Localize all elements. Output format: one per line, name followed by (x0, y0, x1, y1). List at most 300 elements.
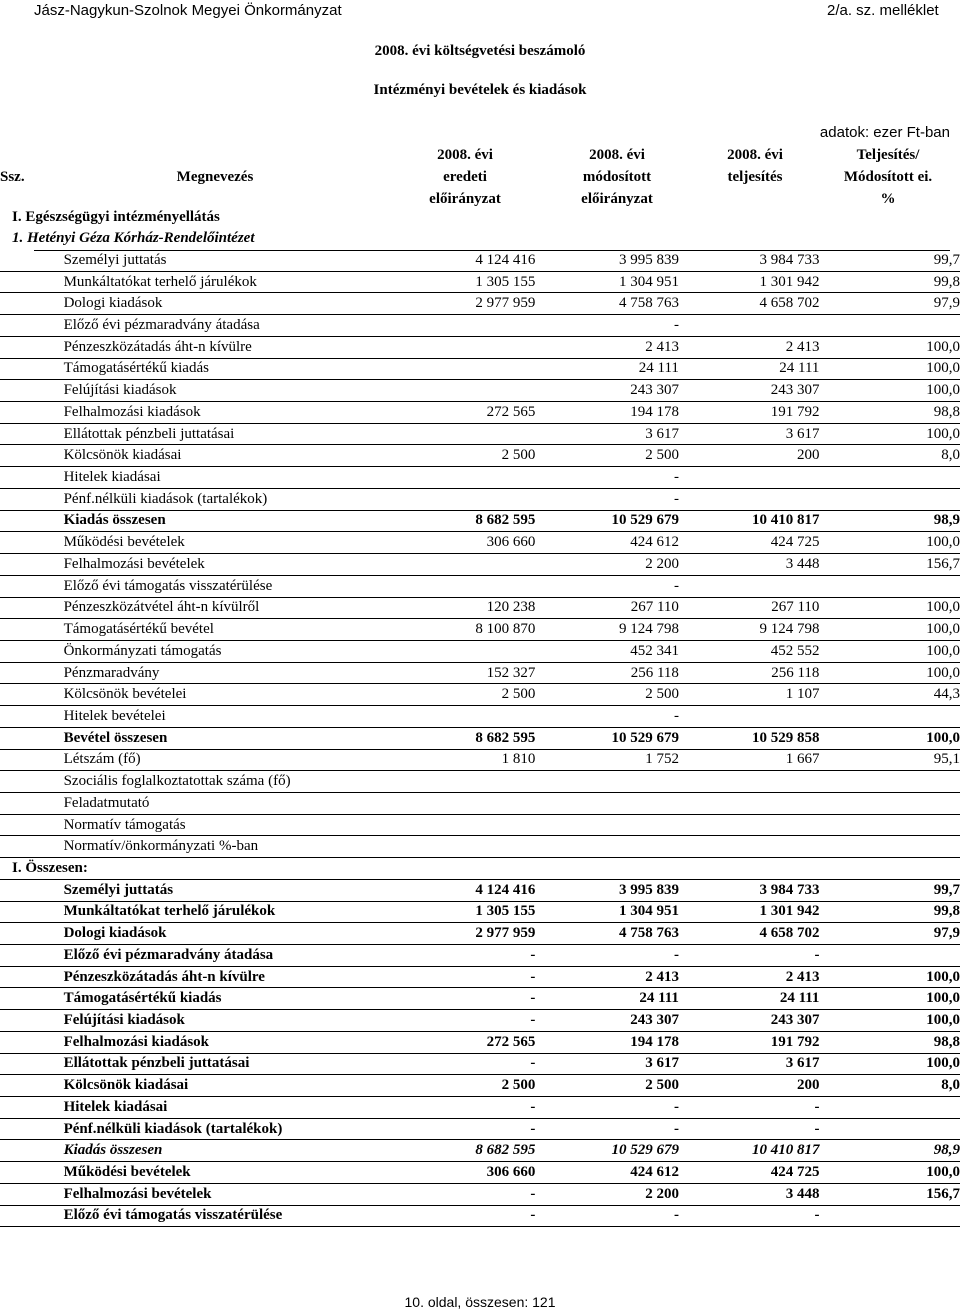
row-indent (0, 423, 64, 445)
row-actual (679, 315, 820, 337)
row-modified: - (535, 945, 679, 967)
row-modified: 1 304 951 (535, 901, 679, 923)
row-indent (0, 1075, 64, 1097)
row-name: Kölcsönök kiadásai (64, 1075, 452, 1097)
row-original: - (451, 1118, 535, 1140)
row-original (451, 315, 535, 337)
row-actual: 4 658 702 (679, 293, 820, 315)
row-indent (0, 1205, 64, 1227)
col-orig-line3: előirányzat (429, 191, 501, 207)
row-actual: 200 (679, 445, 820, 467)
row-name: Önkormányzati támogatás (64, 640, 452, 662)
row-name: Felhalmozási kiadások (64, 402, 452, 424)
row-original: 272 565 (451, 402, 535, 424)
table-row (0, 336, 960, 358)
row-percent: 97,9 (819, 293, 960, 315)
row-percent: 156,7 (819, 1183, 960, 1205)
budget-table (0, 250, 960, 1227)
row-modified (535, 836, 679, 858)
row-actual: 452 552 (679, 640, 820, 662)
table-row (0, 510, 960, 532)
row-percent: 100,0 (819, 662, 960, 684)
row-original: 1 810 (451, 749, 535, 771)
row-indent (0, 445, 64, 467)
row-modified: 243 307 (535, 1010, 679, 1032)
col-mod-line3: előirányzat (581, 191, 653, 207)
row-indent (0, 554, 64, 576)
row-modified: 24 111 (535, 358, 679, 380)
col-mod-line2: módosított (582, 169, 652, 185)
row-actual (679, 706, 820, 728)
row-name: Ellátottak pénzbeli juttatásai (64, 423, 452, 445)
page-header (0, 0, 960, 22)
row-modified: 3 617 (535, 423, 679, 445)
row-actual: 3 617 (679, 423, 820, 445)
institution-heading: 1. Hetényi Géza Kórház-Rendelőintézet (12, 230, 255, 246)
row-original: 2 500 (451, 445, 535, 467)
row-original (451, 336, 535, 358)
row-modified: 9 124 798 (535, 619, 679, 641)
row-actual: 267 110 (679, 597, 820, 619)
county-name: Jász-Nagykun-Szolnok Megyei Önkormányzat (34, 2, 342, 19)
row-modified: 10 529 679 (535, 727, 679, 749)
table-row (0, 923, 960, 945)
row-percent: 100,0 (819, 532, 960, 554)
table-row (0, 293, 960, 315)
row-indent (0, 619, 64, 641)
table-row (0, 988, 960, 1010)
row-name: Pénzeszközátadás áht-n kívülre (64, 966, 452, 988)
table-row (0, 662, 960, 684)
row-indent (0, 402, 64, 424)
row-original: 8 100 870 (451, 619, 535, 641)
row-name: Munkáltatókat terhelő járulékok (64, 271, 452, 293)
row-actual: 10 529 858 (679, 727, 820, 749)
row-modified: 2 500 (535, 1075, 679, 1097)
row-actual (679, 488, 820, 510)
row-actual: 1 107 (679, 684, 820, 706)
row-name: Működési bevételek (64, 1162, 452, 1184)
row-original: 2 500 (451, 684, 535, 706)
row-percent: 8,0 (819, 1075, 960, 1097)
row-modified: 424 612 (535, 1162, 679, 1184)
row-actual: 4 658 702 (679, 923, 820, 945)
row-name: Pénf.nélküli kiadások (tartalékok) (64, 488, 452, 510)
row-indent (0, 467, 64, 489)
row-original: 306 660 (451, 532, 535, 554)
row-actual: 424 725 (679, 532, 820, 554)
col-act-line1: 2008. évi (727, 147, 783, 163)
row-name: Normatív támogatás (64, 814, 452, 836)
col-orig-line1: 2008. évi (437, 147, 493, 163)
row-modified: 194 178 (535, 1031, 679, 1053)
row-modified: 3 995 839 (535, 250, 679, 271)
row-indent (0, 727, 64, 749)
row-indent (0, 706, 64, 728)
row-name: Létszám (fő) (64, 749, 452, 771)
row-percent: 99,7 (819, 879, 960, 901)
row-original: 152 327 (451, 662, 535, 684)
row-percent: 98,8 (819, 1031, 960, 1053)
row-percent (819, 792, 960, 814)
row-percent: 99,8 (819, 901, 960, 923)
row-percent: 8,0 (819, 445, 960, 467)
table-row (0, 423, 960, 445)
table-row (0, 597, 960, 619)
row-name: Szociális foglalkoztatottak száma (fő) (64, 771, 452, 793)
table-row (0, 836, 960, 858)
row-name: Kiadás összesen (64, 510, 452, 532)
row-indent (0, 1010, 64, 1032)
row-percent (819, 945, 960, 967)
row-modified: 452 341 (535, 640, 679, 662)
units-note: adatok: ezer Ft-ban (819, 124, 950, 141)
row-indent (0, 1183, 64, 1205)
table-row (0, 358, 960, 380)
row-actual (679, 792, 820, 814)
row-percent (819, 575, 960, 597)
row-modified: 2 413 (535, 966, 679, 988)
row-original: 8 682 595 (451, 510, 535, 532)
table-row (0, 1097, 960, 1119)
row-original: 4 124 416 (451, 879, 535, 901)
row-modified: 194 178 (535, 402, 679, 424)
row-actual (679, 814, 820, 836)
row-indent (0, 923, 64, 945)
row-actual: 2 413 (679, 336, 820, 358)
row-name: Feladatmutató (64, 792, 452, 814)
row-original (451, 640, 535, 662)
table-row (0, 640, 960, 662)
row-original (451, 554, 535, 576)
row-modified: - (535, 1205, 679, 1227)
row-indent (0, 792, 64, 814)
row-percent: 100,0 (819, 619, 960, 641)
table-row (0, 771, 960, 793)
row-actual (679, 771, 820, 793)
row-percent (819, 706, 960, 728)
row-modified: - (535, 467, 679, 489)
row-indent (0, 836, 64, 858)
row-modified: 2 413 (535, 336, 679, 358)
row-indent (0, 1162, 64, 1184)
row-original: - (451, 1097, 535, 1119)
row-actual: - (679, 1118, 820, 1140)
row-indent (0, 315, 64, 337)
row-indent (0, 879, 64, 901)
row-name: Ellátottak pénzbeli juttatásai (64, 1053, 452, 1075)
row-original (451, 771, 535, 793)
row-percent (819, 1118, 960, 1140)
row-indent (0, 684, 64, 706)
page-footer: 10. oldal, összesen: 121 (404, 1294, 556, 1310)
row-modified (535, 771, 679, 793)
row-percent (819, 836, 960, 858)
table-row (0, 380, 960, 402)
table-row (0, 1075, 960, 1097)
table-row (0, 966, 960, 988)
row-percent: 100,0 (819, 336, 960, 358)
table-row (0, 1053, 960, 1075)
table-row (0, 1010, 960, 1032)
row-original: 2 500 (451, 1075, 535, 1097)
table-row (0, 554, 960, 576)
row-actual: 9 124 798 (679, 619, 820, 641)
table-row (0, 706, 960, 728)
row-name: Felhalmozási bevételek (64, 1183, 452, 1205)
total-section-heading: I. Összesen: (0, 858, 960, 880)
row-percent: 99,8 (819, 271, 960, 293)
row-modified: - (535, 315, 679, 337)
col-orig-line2: eredeti (443, 169, 487, 185)
row-percent: 156,7 (819, 554, 960, 576)
row-name: Hitelek kiadásai (64, 467, 452, 489)
row-indent (0, 380, 64, 402)
row-original: 120 238 (451, 597, 535, 619)
row-percent: 98,9 (819, 510, 960, 532)
row-actual: 3 984 733 (679, 879, 820, 901)
row-name: Személyi juttatás (64, 250, 452, 271)
row-name: Pénzeszközátvétel áht-n kívülről (64, 597, 452, 619)
row-actual: - (679, 1205, 820, 1227)
row-modified: 10 529 679 (535, 1140, 679, 1162)
row-actual: 1 301 942 (679, 901, 820, 923)
row-indent (0, 1118, 64, 1140)
row-modified: 4 758 763 (535, 293, 679, 315)
row-name: Munkáltatókat terhelő járulékok (64, 901, 452, 923)
row-original: - (451, 966, 535, 988)
row-percent: 100,0 (819, 1010, 960, 1032)
row-original (451, 814, 535, 836)
row-original (451, 792, 535, 814)
row-modified: 2 500 (535, 684, 679, 706)
row-actual: 191 792 (679, 1031, 820, 1053)
row-percent: 100,0 (819, 640, 960, 662)
row-original: 2 977 959 (451, 923, 535, 945)
row-original: 272 565 (451, 1031, 535, 1053)
row-original: 306 660 (451, 1162, 535, 1184)
row-modified: 256 118 (535, 662, 679, 684)
table-row (0, 445, 960, 467)
row-percent: 100,0 (819, 966, 960, 988)
row-percent (819, 1205, 960, 1227)
row-name: Felhalmozási bevételek (64, 554, 452, 576)
table-row (0, 315, 960, 337)
row-modified: 267 110 (535, 597, 679, 619)
row-percent: 100,0 (819, 727, 960, 749)
table-row (0, 532, 960, 554)
row-name: Pénzmaradvány (64, 662, 452, 684)
row-actual: 3 617 (679, 1053, 820, 1075)
row-actual: 424 725 (679, 1162, 820, 1184)
row-actual: 1 301 942 (679, 271, 820, 293)
row-indent (0, 749, 64, 771)
row-indent (0, 532, 64, 554)
row-percent: 100,0 (819, 988, 960, 1010)
row-name: Támogatásértékű kiadás (64, 988, 452, 1010)
row-original (451, 380, 535, 402)
col-act-line2: teljesítés (727, 169, 783, 185)
table-row (0, 488, 960, 510)
col-ssz: Ssz. (0, 169, 25, 185)
row-actual: 256 118 (679, 662, 820, 684)
row-name: Személyi juttatás (64, 879, 452, 901)
row-actual: 191 792 (679, 402, 820, 424)
table-row (0, 814, 960, 836)
row-percent: 98,8 (819, 402, 960, 424)
row-modified (535, 814, 679, 836)
row-percent (819, 814, 960, 836)
table-row (0, 684, 960, 706)
row-original (451, 575, 535, 597)
table-row (0, 467, 960, 489)
row-original: - (451, 1053, 535, 1075)
row-modified: 2 500 (535, 445, 679, 467)
row-name: Felhalmozási kiadások (64, 1031, 452, 1053)
row-modified: 24 111 (535, 988, 679, 1010)
row-percent: 44,3 (819, 684, 960, 706)
row-actual (679, 836, 820, 858)
row-actual: 2 413 (679, 966, 820, 988)
table-row (0, 575, 960, 597)
row-modified: 1 752 (535, 749, 679, 771)
row-indent (0, 901, 64, 923)
row-percent: 97,9 (819, 923, 960, 945)
table-row (0, 1162, 960, 1184)
table-row (0, 901, 960, 923)
row-indent (0, 597, 64, 619)
row-modified: 2 200 (535, 554, 679, 576)
row-name: Támogatásértékű kiadás (64, 358, 452, 380)
table-row (0, 1205, 960, 1227)
col-name: Megnevezés (176, 169, 254, 185)
row-percent: 95,1 (819, 749, 960, 771)
appendix-label: 2/a. sz. melléklet (827, 2, 939, 19)
row-indent (0, 1053, 64, 1075)
row-percent (819, 1097, 960, 1119)
row-actual: 24 111 (679, 358, 820, 380)
row-indent (0, 662, 64, 684)
row-original: 1 305 155 (451, 271, 535, 293)
row-modified: - (535, 1097, 679, 1119)
row-actual (679, 575, 820, 597)
row-name: Előző évi támogatás visszatérülése (64, 575, 452, 597)
row-percent (819, 467, 960, 489)
row-original (451, 358, 535, 380)
table-row (0, 1031, 960, 1053)
row-percent: 99,7 (819, 250, 960, 271)
row-name: Előző évi pézmaradvány átadása (64, 945, 452, 967)
table-row (0, 271, 960, 293)
row-percent (819, 488, 960, 510)
row-modified: 3 995 839 (535, 879, 679, 901)
row-indent (0, 510, 64, 532)
row-indent (0, 988, 64, 1010)
row-name: Hitelek bevételei (64, 706, 452, 728)
row-indent (0, 945, 64, 967)
row-indent (0, 488, 64, 510)
row-modified (535, 792, 679, 814)
row-indent (0, 640, 64, 662)
table-row (0, 749, 960, 771)
row-modified: 2 200 (535, 1183, 679, 1205)
row-percent (819, 771, 960, 793)
row-original: - (451, 988, 535, 1010)
row-percent: 100,0 (819, 380, 960, 402)
row-modified: 243 307 (535, 380, 679, 402)
row-percent: 98,9 (819, 1140, 960, 1162)
table-row (0, 1183, 960, 1205)
row-modified: - (535, 575, 679, 597)
row-name: Működési bevételek (64, 532, 452, 554)
col-pct-line3: % (880, 191, 896, 207)
row-original: 4 124 416 (451, 250, 535, 271)
row-original (451, 836, 535, 858)
row-name: Kölcsönök kiadásai (64, 445, 452, 467)
total-section-row (0, 858, 960, 880)
row-name: Pénf.nélküli kiadások (tartalékok) (64, 1118, 452, 1140)
row-original: - (451, 1205, 535, 1227)
row-indent (0, 293, 64, 315)
table-row (0, 945, 960, 967)
row-actual (679, 467, 820, 489)
table-row (0, 1140, 960, 1162)
row-percent: 100,0 (819, 597, 960, 619)
row-original: - (451, 1010, 535, 1032)
table-row (0, 250, 960, 271)
row-percent: 100,0 (819, 423, 960, 445)
row-indent (0, 358, 64, 380)
col-pct-line2: Módosított ei. (843, 169, 933, 185)
row-name: Bevétel összesen (64, 727, 452, 749)
row-modified: - (535, 488, 679, 510)
col-mod-line1: 2008. évi (589, 147, 645, 163)
row-actual: 10 410 817 (679, 510, 820, 532)
row-actual: 243 307 (679, 1010, 820, 1032)
row-indent (0, 1097, 64, 1119)
row-original: 2 977 959 (451, 293, 535, 315)
row-original: - (451, 1183, 535, 1205)
row-modified: 10 529 679 (535, 510, 679, 532)
row-percent (819, 315, 960, 337)
row-modified: 1 304 951 (535, 271, 679, 293)
table-row (0, 1118, 960, 1140)
row-indent (0, 271, 64, 293)
row-indent (0, 771, 64, 793)
row-name: Dologi kiadások (64, 923, 452, 945)
row-name: Normatív/önkormányzati %-ban (64, 836, 452, 858)
row-modified: 3 617 (535, 1053, 679, 1075)
section-heading: I. Egészségügyi intézményellátás (12, 209, 220, 225)
row-percent: 100,0 (819, 358, 960, 380)
row-percent: 100,0 (819, 1162, 960, 1184)
row-indent (0, 250, 64, 271)
row-percent: 100,0 (819, 1053, 960, 1075)
row-indent (0, 966, 64, 988)
table-row (0, 402, 960, 424)
row-original (451, 467, 535, 489)
row-indent (0, 814, 64, 836)
row-original: 8 682 595 (451, 1140, 535, 1162)
row-name: Felújítási kiadások (64, 1010, 452, 1032)
row-actual: - (679, 945, 820, 967)
row-actual: 243 307 (679, 380, 820, 402)
row-modified: - (535, 1118, 679, 1140)
row-actual: 3 448 (679, 1183, 820, 1205)
row-original (451, 706, 535, 728)
row-name: Felújítási kiadások (64, 380, 452, 402)
row-name: Előző évi támogatás visszatérülése (64, 1205, 452, 1227)
